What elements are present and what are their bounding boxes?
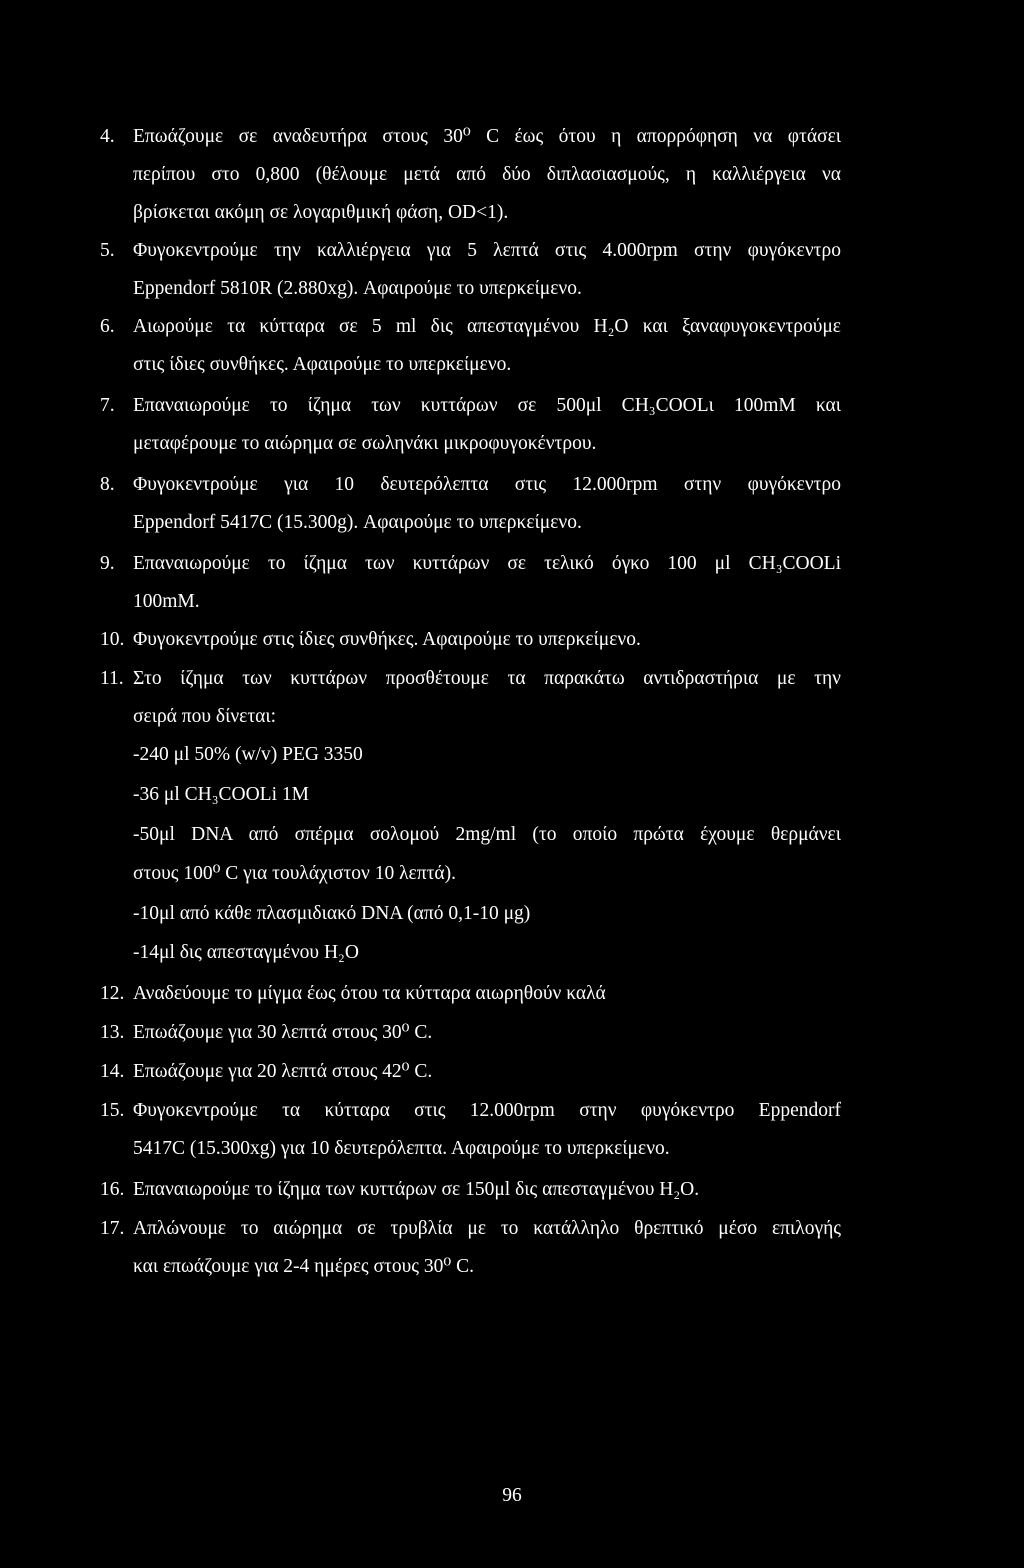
item-text-line: 5417C (15.300xg) για 10 δευτερόλεπτα. Αφαιρούμε το υπερκείμενο.	[133, 1138, 670, 1159]
item-number: 17.	[100, 1218, 125, 1239]
item-number: 6.	[100, 316, 115, 337]
item-number: 8.	[100, 474, 115, 495]
item-text-line: Φυγοκεντρούμε τα κύτταρα στις 12.000rpm στην φυγόκεντρο Eppendorf	[133, 1100, 841, 1121]
item-text-line: Φυγοκεντρούμε την καλλιέργεια για 5 λεπτά στις 4.000rpm στην φυγόκεντρο	[133, 240, 841, 261]
item-text-line: Φυγοκεντρούμε για 10 δευτερόλεπτα στις 12.000rpm στην φυγόκεντρο	[133, 474, 841, 495]
item-text-line: Επαναιωρούμε το ίζημα των κυττάρων σε 500μl CH₃COOLι 100mM και	[133, 395, 841, 416]
item-text-line: Απλώνουμε το αιώρημα σε τρυβλία με το κατάλληλο θρεπτικό μέσο επιλογής	[133, 1218, 841, 1239]
item-text-line: Επαναιωρούμε το ίζημα των κυττάρων σε τελικό όγκο 100 μl CH₃COOLi	[133, 553, 841, 574]
item-text-line: Eppendorf 5810R (2.880xg). Αφαιρούμε το υπερκείμενο.	[133, 278, 582, 299]
item-number: 14.	[100, 1061, 125, 1082]
item-text-line: Αιωρούμε τα κύτταρα σε 5 ml δις απεσταγμένου H₂O και ξαναφυγοκεντρούμε	[133, 316, 841, 337]
item-text-line: μεταφέρουμε το αιώρημα σε σωληνάκι μικροφυγοκέντρου.	[133, 433, 597, 454]
reagent-line: -36 μl CH₃COOLi 1M	[133, 784, 309, 805]
item-text-line: Επωάζουμε για 30 λεπτά στους 30⁰ C.	[133, 1022, 433, 1043]
reagent-line: -240 μl 50% (w/v) PEG 3350	[133, 744, 363, 765]
item-number: 7.	[100, 395, 115, 416]
item-text-line: Επωάζουμε για 20 λεπτά στους 42⁰ C.	[133, 1061, 433, 1082]
reagent-line: στους 100⁰ C για τουλάχιστον 10 λεπτά).	[133, 863, 457, 884]
reagent-line: -10μl από κάθε πλασμιδιακό DNA (από 0,1-10 μg)	[133, 903, 531, 924]
reagent-line: -50μl DNA από σπέρμα σολομού 2mg/ml (το οποίο πρώτα έχουμε θερμάνει	[133, 824, 841, 845]
item-text-line: Αναδεύουμε το μίγμα έως ότου τα κύτταρα αιωρηθούν καλά	[133, 983, 606, 1004]
item-number: 5.	[100, 240, 115, 261]
item-number: 4.	[100, 126, 115, 147]
item-text-line: στις ίδιες συνθήκες. Αφαιρούμε το υπερκείμενο.	[133, 354, 512, 375]
item-text-line: βρίσκεται ακόμη σε λογαριθμική φάση, OD<1).	[133, 202, 509, 223]
item-text-line: Φυγοκεντρούμε στις ίδιες συνθήκες. Αφαιρούμε το υπερκείμενο.	[133, 629, 641, 650]
item-number: 16.	[100, 1179, 125, 1200]
item-text-line: περίπου στο 0,800 (θέλουμε μετά από δύο διπλασιασμούς, η καλλιέργεια να	[133, 164, 841, 185]
item-number: 9.	[100, 553, 115, 574]
item-number: 15.	[100, 1100, 125, 1121]
item-number: 13.	[100, 1022, 125, 1043]
item-text-line: και επωάζουμε για 2-4 ημέρες στους 30⁰ C.	[133, 1256, 474, 1277]
item-number: 10.	[100, 629, 125, 650]
reagent-line: -14μl δις απεσταγμένου H₂O	[133, 942, 359, 963]
item-text-line: σειρά που δίνεται:	[133, 706, 277, 727]
page-number: 96	[502, 1485, 522, 1506]
item-text-line: Eppendorf 5417C (15.300g). Αφαιρούμε το υπερκείμενο.	[133, 512, 582, 533]
item-text-line: Επωάζουμε σε αναδευτήρα στους 30⁰ C έως ότου η απορρόφηση να φτάσει	[133, 126, 841, 147]
item-text-line: Στο ίζημα των κυττάρων προσθέτουμε τα παρακάτω αντιδραστήρια με την	[133, 668, 841, 689]
item-text-line: Επαναιωρούμε το ίζημα των κυττάρων σε 150μl δις απεσταγμένου H₂O.	[133, 1179, 700, 1200]
item-text-line: 100mM.	[133, 591, 200, 612]
item-number: 12.	[100, 983, 125, 1004]
item-number: 11.	[100, 668, 124, 689]
